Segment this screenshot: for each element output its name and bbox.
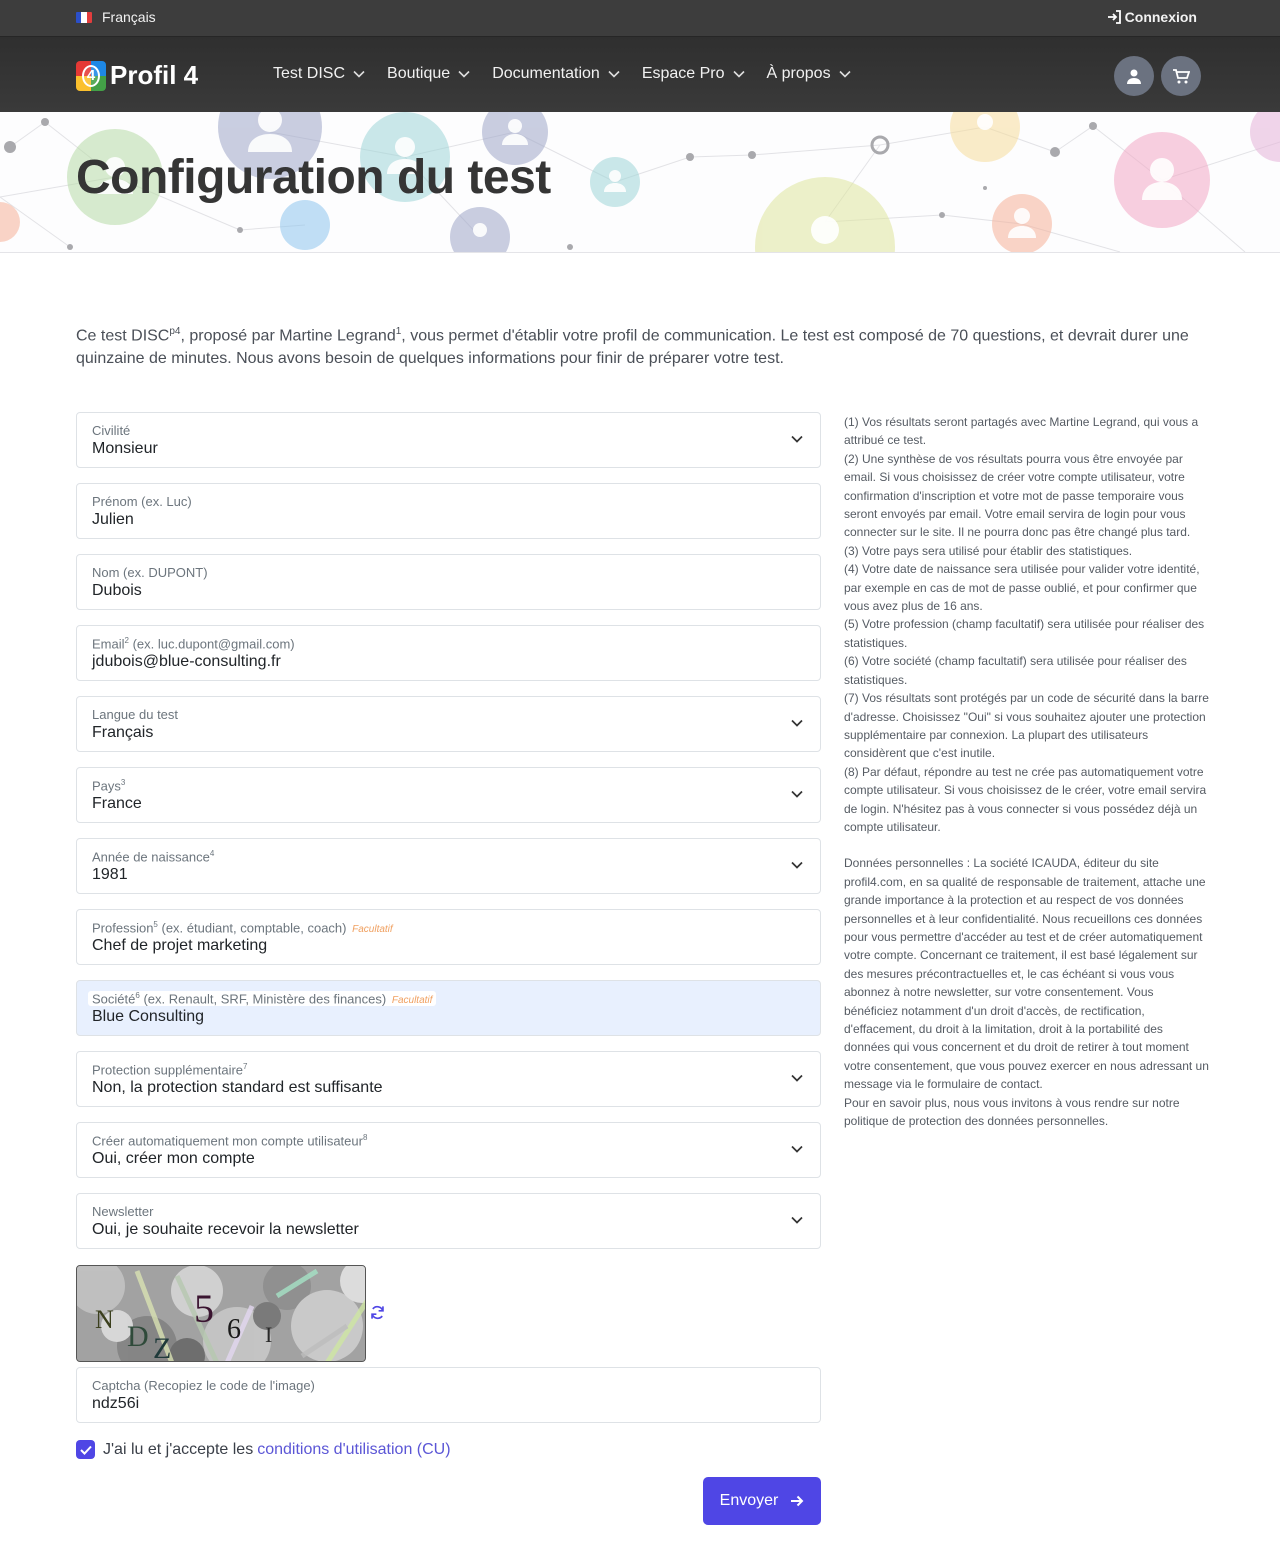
field-value: Non, la protection standard est suffisante — [92, 1079, 383, 1096]
footnote: (7) Vos résultats sont protégés par un code de sécurité dans la barre d'adresse. Choisissez "Oui" si vous souhaitez ajouter une protection supplémentaire par connexion. La plupart des utilisateurs considèrent que c'est inutile. — [844, 691, 1209, 761]
menu-label: À propos — [766, 65, 831, 82]
field-label: Année de naissance$^4$ — [92, 849, 215, 865]
chevron-down-icon — [733, 70, 745, 78]
captcha-char: D — [127, 1320, 149, 1353]
footnote: (2) Une synthèse de vos résultats pourra vous être envoyée par email. Si vous choisissez de créer votre compte utilisateur, votre confirmation d'inscription et votre mot de passe temporaire vous seront envoyés par email. Votre email servira de login pour vous connecter sur le site. Il ne pourra donc pas être changé plus tard. — [844, 451, 1191, 540]
email-input[interactable] — [76, 625, 821, 681]
menu-label: Boutique — [387, 65, 451, 82]
civilite-select[interactable] — [76, 412, 821, 468]
captcha-char: 5 — [194, 1286, 214, 1331]
create-account-select[interactable] — [76, 1122, 821, 1178]
page-title: Configuration du test — [76, 151, 551, 204]
top-bar — [0, 0, 1280, 36]
chevron-down-icon — [458, 70, 470, 78]
chevron-down-icon — [791, 1074, 803, 1082]
footnotes-panel — [844, 413, 1210, 1130]
footnote: (8) Par défaut, répondre au test ne crée pas automatiquement votre compte utilisateur. Si vous choisissez de le créer, votre email servira de login. N'hésitez pas à vous connecter si vous possédez déjà un compte utilisateur. — [844, 764, 1207, 834]
nom-input[interactable] — [76, 554, 821, 610]
menu-documentation[interactable] — [492, 65, 620, 83]
field-value: France — [92, 795, 142, 812]
footnote: (5) Votre profession (champ facultatif) sera utilisée pour réaliser des statistiques. — [844, 617, 1205, 650]
terms-label: J'ai lu et j'accepte les — [103, 1440, 254, 1458]
field-label: Email$^2$ (ex. luc.dupont@gmail.com) — [92, 636, 295, 652]
chevron-down-icon — [791, 861, 803, 869]
menu-boutique[interactable] — [387, 65, 470, 83]
menu-label: Espace Pro — [641, 65, 725, 82]
chevron-down-icon — [791, 790, 803, 798]
field-value: Oui, créer mon compte — [92, 1150, 255, 1167]
field-value: Oui, je souhaite recevoir la newsletter — [92, 1221, 359, 1238]
field-label: Nom (ex. DUPONT) — [92, 565, 208, 580]
language-label: Français — [102, 9, 156, 25]
captcha-char: N — [95, 1305, 114, 1334]
protection-select[interactable] — [76, 1051, 821, 1107]
field-label: Prénom (ex. Luc) — [92, 494, 192, 509]
submit-label: Envoyer — [719, 1492, 779, 1509]
cart-icon — [1173, 69, 1190, 84]
captcha-input[interactable] — [76, 1367, 821, 1423]
user-icon — [1127, 69, 1141, 84]
chevron-down-icon — [608, 70, 620, 78]
field-label: Newsletter — [92, 1204, 154, 1219]
footnote: (3) Votre pays sera utilisé pour établir des statistiques. — [844, 543, 1133, 558]
login-link[interactable] — [1107, 9, 1197, 25]
field-value: Blue Consulting — [92, 1008, 205, 1025]
societe-input[interactable] — [76, 980, 821, 1036]
pays-select[interactable] — [76, 767, 821, 823]
optional-tag: Facultatif — [352, 924, 393, 936]
field-label: Langue du test — [92, 707, 179, 722]
field-value: jdubois@blue-consulting.fr — [92, 653, 281, 670]
field-label: Pays$^3$ — [92, 778, 126, 794]
chevron-down-icon — [839, 70, 851, 78]
field-label: Profession$^5$ (ex. étudiant, comptable, coach) Facultatif — [92, 920, 393, 936]
footnote: (4) Votre date de naissance sera utilisée pour valider votre identité, par exemple en cas de mot de passe oublié, et pour confirmer que vous avez plus de 16 ans. — [844, 562, 1200, 614]
field-value: 1981 — [92, 866, 128, 883]
page-banner — [0, 112, 1280, 253]
field-value: Julien — [92, 511, 134, 528]
user-account-button[interactable] — [1114, 56, 1154, 96]
terms-acceptance — [76, 1440, 451, 1459]
intro-text: Ce test $DISC^{p4}$, proposé par Martine Legrand$^1$, vous permet d'établir votre profil de communication. Le test est composé de 70 questions, et devrait durer une quinzaine de minutes. Nous avons besoin de quelques informations pour finir de préparer votre test. — [76, 326, 1189, 368]
field-label: Société$^6$ (ex. Renault, SRF, Ministère des finances) Facultatif — [88, 991, 436, 1006]
field-label: Captcha (Recopiez le code de l'image) — [92, 1378, 315, 1393]
main-navbar — [0, 36, 1280, 112]
menu-label: Test DISC — [273, 65, 346, 82]
menu-espace-pro[interactable] — [642, 65, 745, 83]
menu-label: Documentation — [492, 65, 600, 82]
field-label: Créer automatiquement mon compte utilisateur$^8$ — [92, 1133, 368, 1149]
field-value: Français — [92, 724, 154, 741]
login-icon — [1107, 10, 1122, 24]
captcha-image — [76, 1265, 366, 1362]
terms-checkbox[interactable] — [76, 1440, 95, 1459]
login-label: Connexion — [1124, 9, 1197, 25]
langue-select[interactable] — [76, 696, 821, 752]
privacy-more: Pour en savoir plus, nous vous invitons à vous rendre sur notre politique de protection des données personnelles. — [844, 1095, 1180, 1129]
menu-a-propos[interactable] — [767, 65, 851, 83]
annee-naissance-select[interactable] — [76, 838, 821, 894]
refresh-captcha-icon[interactable] — [370, 1305, 385, 1320]
privacy-notice: Données personnelles : La société ICAUDA, éditeur du site profil4.com, en sa qualité de responsable de traitement, attache une grande importance à la protection et au respect de vos données personnelles et à leur confidentialité. Nous recueillons ces données pour vous permettre d'accéder au test et de créer automatiquement votre compte. Concernant ce traitement, il est basé légalement sur des mesures précontractuelles et, le cas échéant si vous vous abonnez à notre newsletter, sur votre consentement. Vous bénéficiez notamment d'un droit d'accès, de rectification, d'effacement, du droit à la limitation, droit à la portabilité des données qui vous concernent et du droit de retirer à tout moment votre consentement, que vous pouvez exercer en nous adressant un message via le formulaire de contact. — [844, 856, 1209, 1092]
terms-link[interactable]: conditions d'utilisation (CU) — [257, 1440, 451, 1458]
field-label: Protection supplémentaire$^7$ — [92, 1062, 248, 1078]
main-menu — [273, 65, 873, 83]
arrow-right-icon — [790, 1495, 804, 1507]
captcha-char: Z — [153, 1332, 172, 1362]
footnote: (6) Votre société (champ facultatif) sera utilisée pour réaliser des statistiques. — [844, 654, 1187, 687]
logo-text: Profil 4 — [110, 60, 199, 90]
logo-digit: 4 — [82, 65, 100, 87]
chevron-down-icon — [791, 1145, 803, 1153]
footnote: (1) Vos résultats seront partagés avec Martine Legrand, qui vous a attribué ce test. — [844, 415, 1199, 448]
chevron-down-icon — [791, 435, 803, 443]
menu-test-disc[interactable] — [273, 65, 365, 83]
site-logo[interactable] — [76, 60, 198, 91]
field-value: Dubois — [92, 582, 142, 599]
language-selector[interactable] — [76, 9, 156, 25]
field-value: Chef de projet marketing — [92, 937, 268, 954]
captcha-noise-illustration — [77, 1266, 366, 1362]
field-value: ndz56i — [92, 1395, 140, 1412]
optional-tag: Facultatif — [391, 995, 433, 1007]
chevron-down-icon — [353, 70, 365, 78]
field-value: Monsieur — [92, 440, 158, 457]
captcha-char: 6 — [227, 1314, 241, 1345]
cart-button[interactable] — [1161, 56, 1201, 96]
profession-input[interactable] — [76, 909, 821, 965]
newsletter-select[interactable] — [76, 1193, 821, 1249]
captcha-char: I — [265, 1322, 273, 1347]
chevron-down-icon — [791, 1216, 803, 1224]
chevron-down-icon — [791, 719, 803, 727]
checkmark-icon — [80, 1445, 92, 1455]
submit-button[interactable] — [703, 1477, 821, 1525]
prenom-input[interactable] — [76, 483, 821, 539]
field-label: Civilité — [92, 423, 131, 438]
logo-icon — [76, 61, 106, 91]
french-flag-icon — [76, 12, 92, 23]
